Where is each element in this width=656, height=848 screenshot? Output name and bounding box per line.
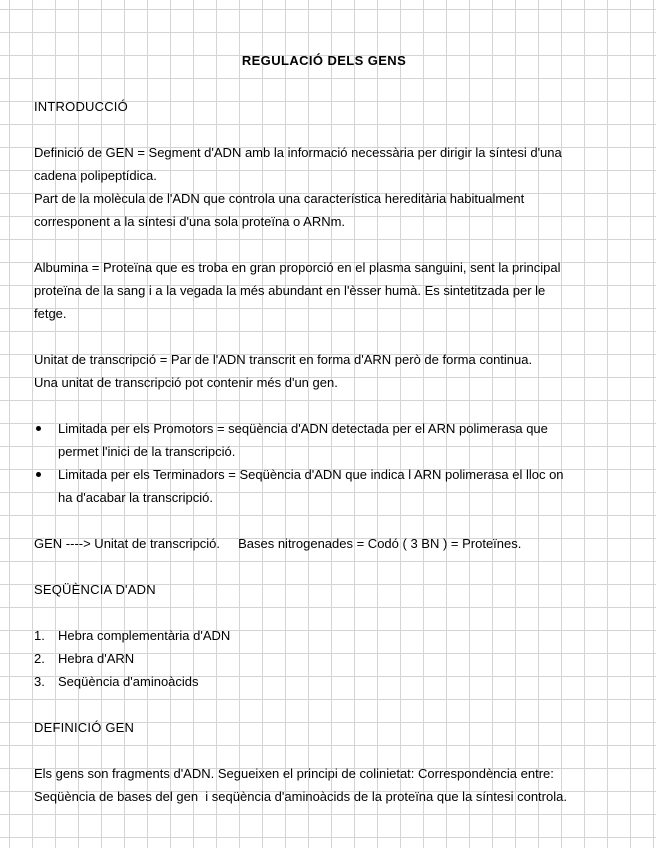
heading-definicio: DEFINICIÓ GEN [34, 720, 135, 735]
spacer [34, 555, 614, 578]
spacer [34, 72, 614, 95]
spacer [34, 693, 614, 716]
spacer [34, 233, 614, 256]
paragraph-line: Seqüència de bases del gen i seqüència d'aminoàcids de la proteïna que la síntesi controla. [34, 789, 567, 804]
item-number: 2. [34, 651, 45, 666]
bullet-line: Limitada per els Promotors = seqüència d'ADN detectada per el ARN polimerasa que [58, 421, 548, 436]
paragraph-line: Albumina = Proteïna que es troba en gran proporció en el plasma sanguini, sent la principal [34, 260, 561, 275]
heading-sequencia: SEQÜÈNCIA D'ADN [34, 582, 156, 597]
numbered-item [34, 670, 614, 693]
spacer [34, 739, 614, 762]
numbered-item [34, 624, 614, 647]
spacer [34, 601, 614, 624]
spacer [34, 394, 614, 417]
document-page [34, 0, 614, 808]
item-number: 1. [34, 628, 45, 643]
numbered-item [34, 647, 614, 670]
bullet-line: Limitada per els Terminadors = Seqüència d'ADN que indica l ARN polimerasa el lloc on [58, 467, 564, 482]
paragraph-line: cadena polipeptídica. [34, 168, 157, 183]
spacer [34, 509, 614, 532]
paragraph-line: Una unitat de transcripció pot contenir més d'un gen. [34, 375, 338, 390]
paragraph-line: Part de la molècula de l'ADN que controla una característica hereditària habitualment [34, 191, 525, 206]
paragraph-line: Els gens son fragments d'ADN. Segueixen el principi de colinietat: Correspondència entre: [34, 766, 554, 781]
paragraph-line: fetge. [34, 306, 67, 321]
paragraph-line: corresponent a la síntesi d'una sola proteïna o ARNm. [34, 214, 346, 229]
paragraph-line: proteïna de la sang i a la vegada la més abundant en l'èsser humà. Es sintetitzada per le [34, 283, 546, 298]
top-margin [34, 0, 614, 49]
bullet-icon [34, 417, 54, 440]
paragraph-line: Unitat de transcripció = Par de l'ADN transcrit en forma d'ARN però de forma continua. [34, 352, 533, 367]
item-text: Hebra d'ARN [58, 651, 135, 666]
bullet-line: permet l'inici de la transcripció. [58, 444, 236, 459]
paragraph-line: Definició de GEN = Segment d'ADN amb la informació necessària per dirigir la síntesi d'una [34, 145, 562, 160]
bullet-icon [34, 463, 54, 486]
item-number: 3. [34, 674, 45, 689]
spacer [34, 325, 614, 348]
item-text: Seqüència d'aminoàcids [58, 674, 199, 689]
bullet-item [34, 417, 614, 463]
bullet-item [34, 463, 614, 509]
document-title: REGULACIÓ DELS GENS [241, 53, 407, 68]
heading-introduccio: INTRODUCCIÓ [34, 99, 128, 114]
item-text: Hebra complementària d'ADN [58, 628, 231, 643]
bullet-line: ha d'acabar la transcripció. [58, 490, 213, 505]
spacer [34, 118, 614, 141]
gen-summary-line: GEN ----> Unitat de transcripció. Bases nitrogenades = Codó ( 3 BN ) = Proteïnes. [34, 536, 522, 551]
